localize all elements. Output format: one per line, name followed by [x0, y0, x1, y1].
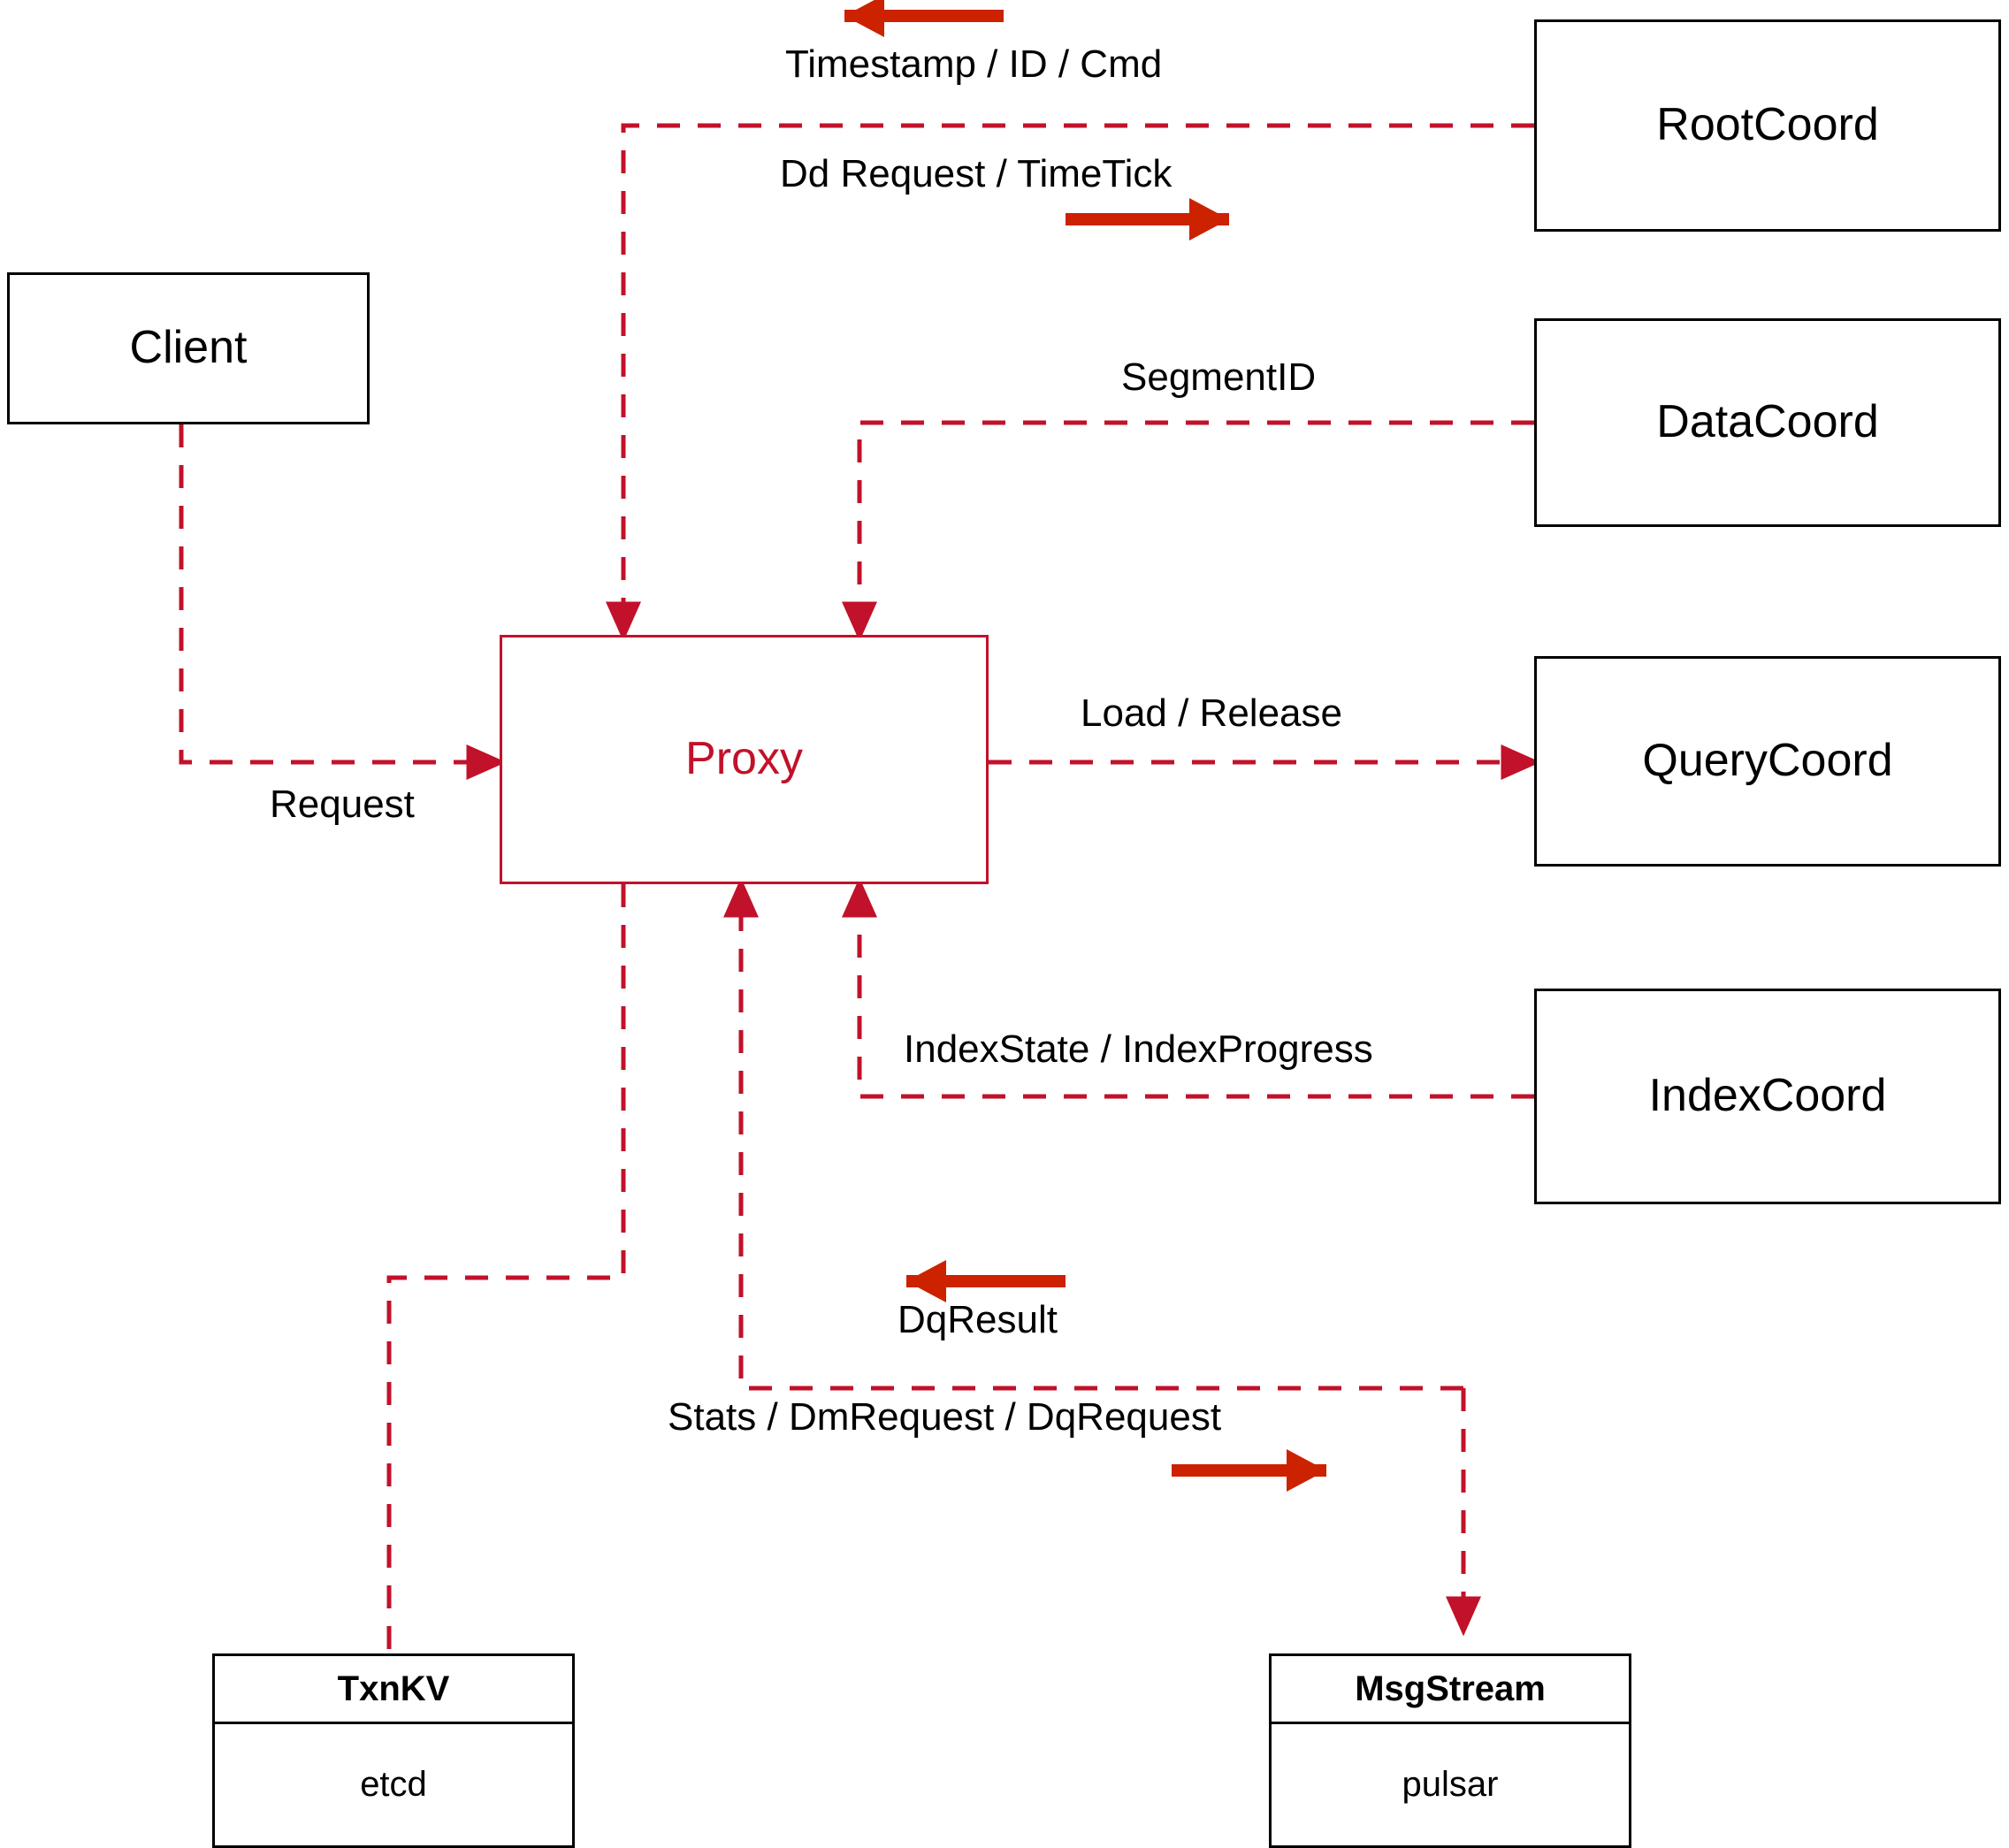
direction-arrowhead-dqrequest — [1287, 1449, 1326, 1492]
node-txnkv-title: TxnKV — [215, 1656, 572, 1724]
node-msgstream-title: MsgStream — [1272, 1656, 1629, 1724]
edge-line-client — [181, 424, 500, 762]
edge-line-msgstream-in — [741, 884, 1463, 1388]
node-querycoord-label: QueryCoord — [1642, 735, 1893, 787]
edge-label-datacoord: SegmentID — [1121, 355, 1317, 399]
edge-label-client: Request — [270, 783, 415, 826]
edge-label-rootcoord-out: Dd Request / TimeTick — [780, 152, 1173, 195]
edge-line-txnkv — [389, 884, 623, 1653]
direction-arrowhead-dqresult — [906, 1260, 946, 1302]
node-txnkv-body: etcd — [360, 1765, 427, 1804]
edge-label-msgstream-out: Stats / DmRequest / DqRequest — [668, 1395, 1222, 1439]
direction-arrowhead-rootcoord-out — [1189, 198, 1229, 241]
edge-line-rootcoord-in — [623, 126, 1534, 635]
node-datacoord[interactable] — [1534, 318, 2001, 527]
node-proxy[interactable] — [500, 635, 989, 884]
direction-arrowhead-rootcoord-in — [844, 0, 884, 37]
node-client[interactable] — [7, 272, 370, 424]
edge-label-rootcoord-in: Timestamp / ID / Cmd — [785, 42, 1163, 86]
node-indexcoord[interactable] — [1534, 989, 2001, 1204]
node-proxy-label: Proxy — [685, 733, 803, 785]
node-msgstream[interactable] — [1269, 1653, 1631, 1848]
node-client-label: Client — [129, 322, 248, 374]
node-indexcoord-label: IndexCoord — [1648, 1070, 1887, 1122]
node-rootcoord[interactable] — [1534, 19, 2001, 232]
node-txnkv[interactable] — [212, 1653, 575, 1848]
node-msgstream-body: pulsar — [1402, 1765, 1499, 1804]
node-datacoord-label: DataCoord — [1656, 396, 1879, 448]
node-rootcoord-label: RootCoord — [1656, 99, 1879, 151]
node-querycoord[interactable] — [1534, 656, 2001, 867]
edge-line-datacoord — [859, 423, 1534, 635]
edge-label-indexcoord: IndexState / IndexProgress — [904, 1027, 1373, 1071]
edge-label-querycoord: Load / Release — [1081, 691, 1342, 735]
edge-label-msgstream-in: DqResult — [898, 1298, 1058, 1341]
